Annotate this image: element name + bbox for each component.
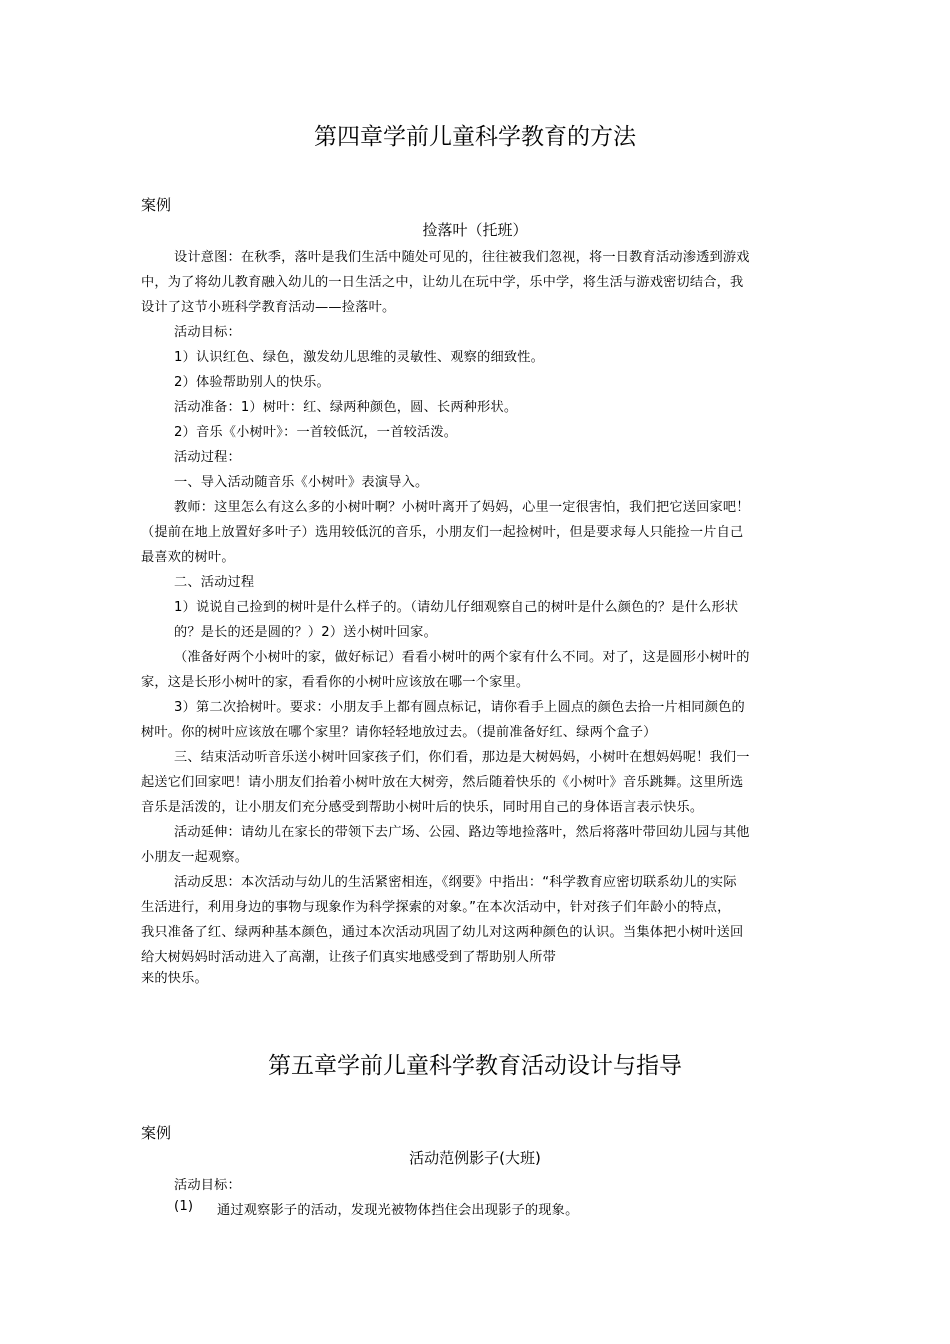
case-label: 案例 — [141, 196, 172, 214]
body-line: 三、结束活动听音乐送小树叶回家孩子们，你们看，那边是大树妈妈，小树叶在想妈妈呢！我们一 — [174, 750, 750, 765]
list-item-number: (1) — [174, 1199, 194, 1214]
body-line: 活动延伸：请幼儿在家长的带领下去广场、公园、路边等地捡落叶，然后将落叶带回幼儿园与其他 — [174, 825, 750, 840]
body-line: 教师：这里怎么有这么多的小树叶啊？小树叶离开了妈妈，心里一定很害怕，我们把它送回家吧！ — [174, 500, 750, 515]
list-item-text: 通过观察影子的活动，发现光被物体挡住会出现影子的现象。 — [217, 1203, 579, 1218]
activity-title: 捡落叶（托班） — [422, 221, 528, 239]
body-line: 3）第二次拾树叶。要求：小朋友手上都有圆点标记，请你看手上圆点的颜色去拾一片相同颜色的 — [174, 700, 745, 715]
chapter4-title: 第四章学前儿童科学教育的方法 — [314, 124, 636, 150]
body-line: 生活进行，利用身边的事物与现象作为科学探索的对象。”在本次活动中，针对孩子们年龄小的特点， — [141, 900, 731, 915]
body-line: 音乐是活泼的，让小朋友们充分感受到帮助小树叶后的快乐，同时用自己的身体语言表示快乐。 — [141, 800, 704, 815]
body-line: （准备好两个小树叶的家，做好标记）看看小树叶的两个家有什么不同。对了，这是圆形小树叶的 — [174, 650, 750, 665]
body-line: 小朋友一起观察。 — [141, 850, 249, 865]
body-line: 最喜欢的树叶。 — [141, 550, 235, 565]
body-line: 1）说说自己捡到的树叶是什么样子的。（请幼儿仔细观察自己的树叶是什么颜色的？是什么形状 — [174, 600, 739, 615]
body-line: （提前在地上放置好多叶子）选用较低沉的音乐，小朋友们一起捡树叶，但是要求每人只能捡一片自己 — [141, 525, 744, 540]
body-line: 活动过程： — [174, 450, 241, 465]
body-line: 二、活动过程 — [174, 575, 255, 590]
activity-title: 活动范例影子(大班) — [409, 1149, 541, 1167]
body-line: 的？是长的还是圆的？）2）送小树叶回家。 — [174, 625, 437, 640]
case-label: 案例 — [141, 1124, 172, 1142]
body-line: 活动准备：1）树叶：红、绿两种颜色，圆、长两种形状。 — [174, 400, 518, 415]
body-line: 活动目标： — [174, 325, 241, 340]
body-line: 2）体验帮助别人的快乐。 — [174, 375, 330, 390]
body-line: 1）认识红色、绿色，激发幼儿思维的灵敏性、观察的细致性。 — [174, 350, 545, 365]
body-line: 给大树妈妈时活动进入了高潮，让孩子们真实地感受到了帮助别人所带 — [141, 950, 557, 965]
body-line: 家，这是长形小树叶的家，看看你的小树叶应该放在哪一个家里。 — [141, 675, 530, 690]
chapter5-title: 第五章学前儿童科学教育活动设计与指导 — [268, 1053, 682, 1079]
body-line: 设计意图：在秋季，落叶是我们生活中随处可见的，往往被我们忽视，将一日教育活动渗透到游戏 — [174, 250, 750, 265]
body-line: 起送它们回家吧！请小朋友们抬着小树叶放在大树旁，然后随着快乐的《小树叶》音乐跳舞。这里所选 — [141, 775, 744, 790]
body-line: 树叶。你的树叶应该放在哪个家里？请你轻轻地放过去。（提前准备好红、绿两个盒子） — [141, 725, 657, 740]
body-line: 活动反思：本次活动与幼儿的生活紧密相连，《纲要》中指出：“科学教育应密切联系幼儿的实际 — [174, 875, 737, 890]
goal-label: 活动目标： — [174, 1178, 241, 1193]
body-line: 一、导入活动随音乐《小树叶》表演导入。 — [174, 475, 429, 490]
body-line: 我只准备了红、绿两种基本颜色，通过本次活动巩固了幼儿对这两种颜色的认识。当集体把小树叶送回 — [141, 925, 744, 940]
body-line: 2）音乐《小树叶》：一首较低沉，一首较活泼。 — [174, 425, 458, 440]
body-line: 设计了这节小班科学教育活动——捡落叶。 — [141, 300, 396, 315]
body-line: 中，为了将幼儿教育融入幼儿的一日生活之中，让幼儿在玩中学，乐中学，将生活与游戏密切结合，我 — [141, 275, 744, 290]
body-line: 来的快乐。 — [141, 971, 208, 986]
